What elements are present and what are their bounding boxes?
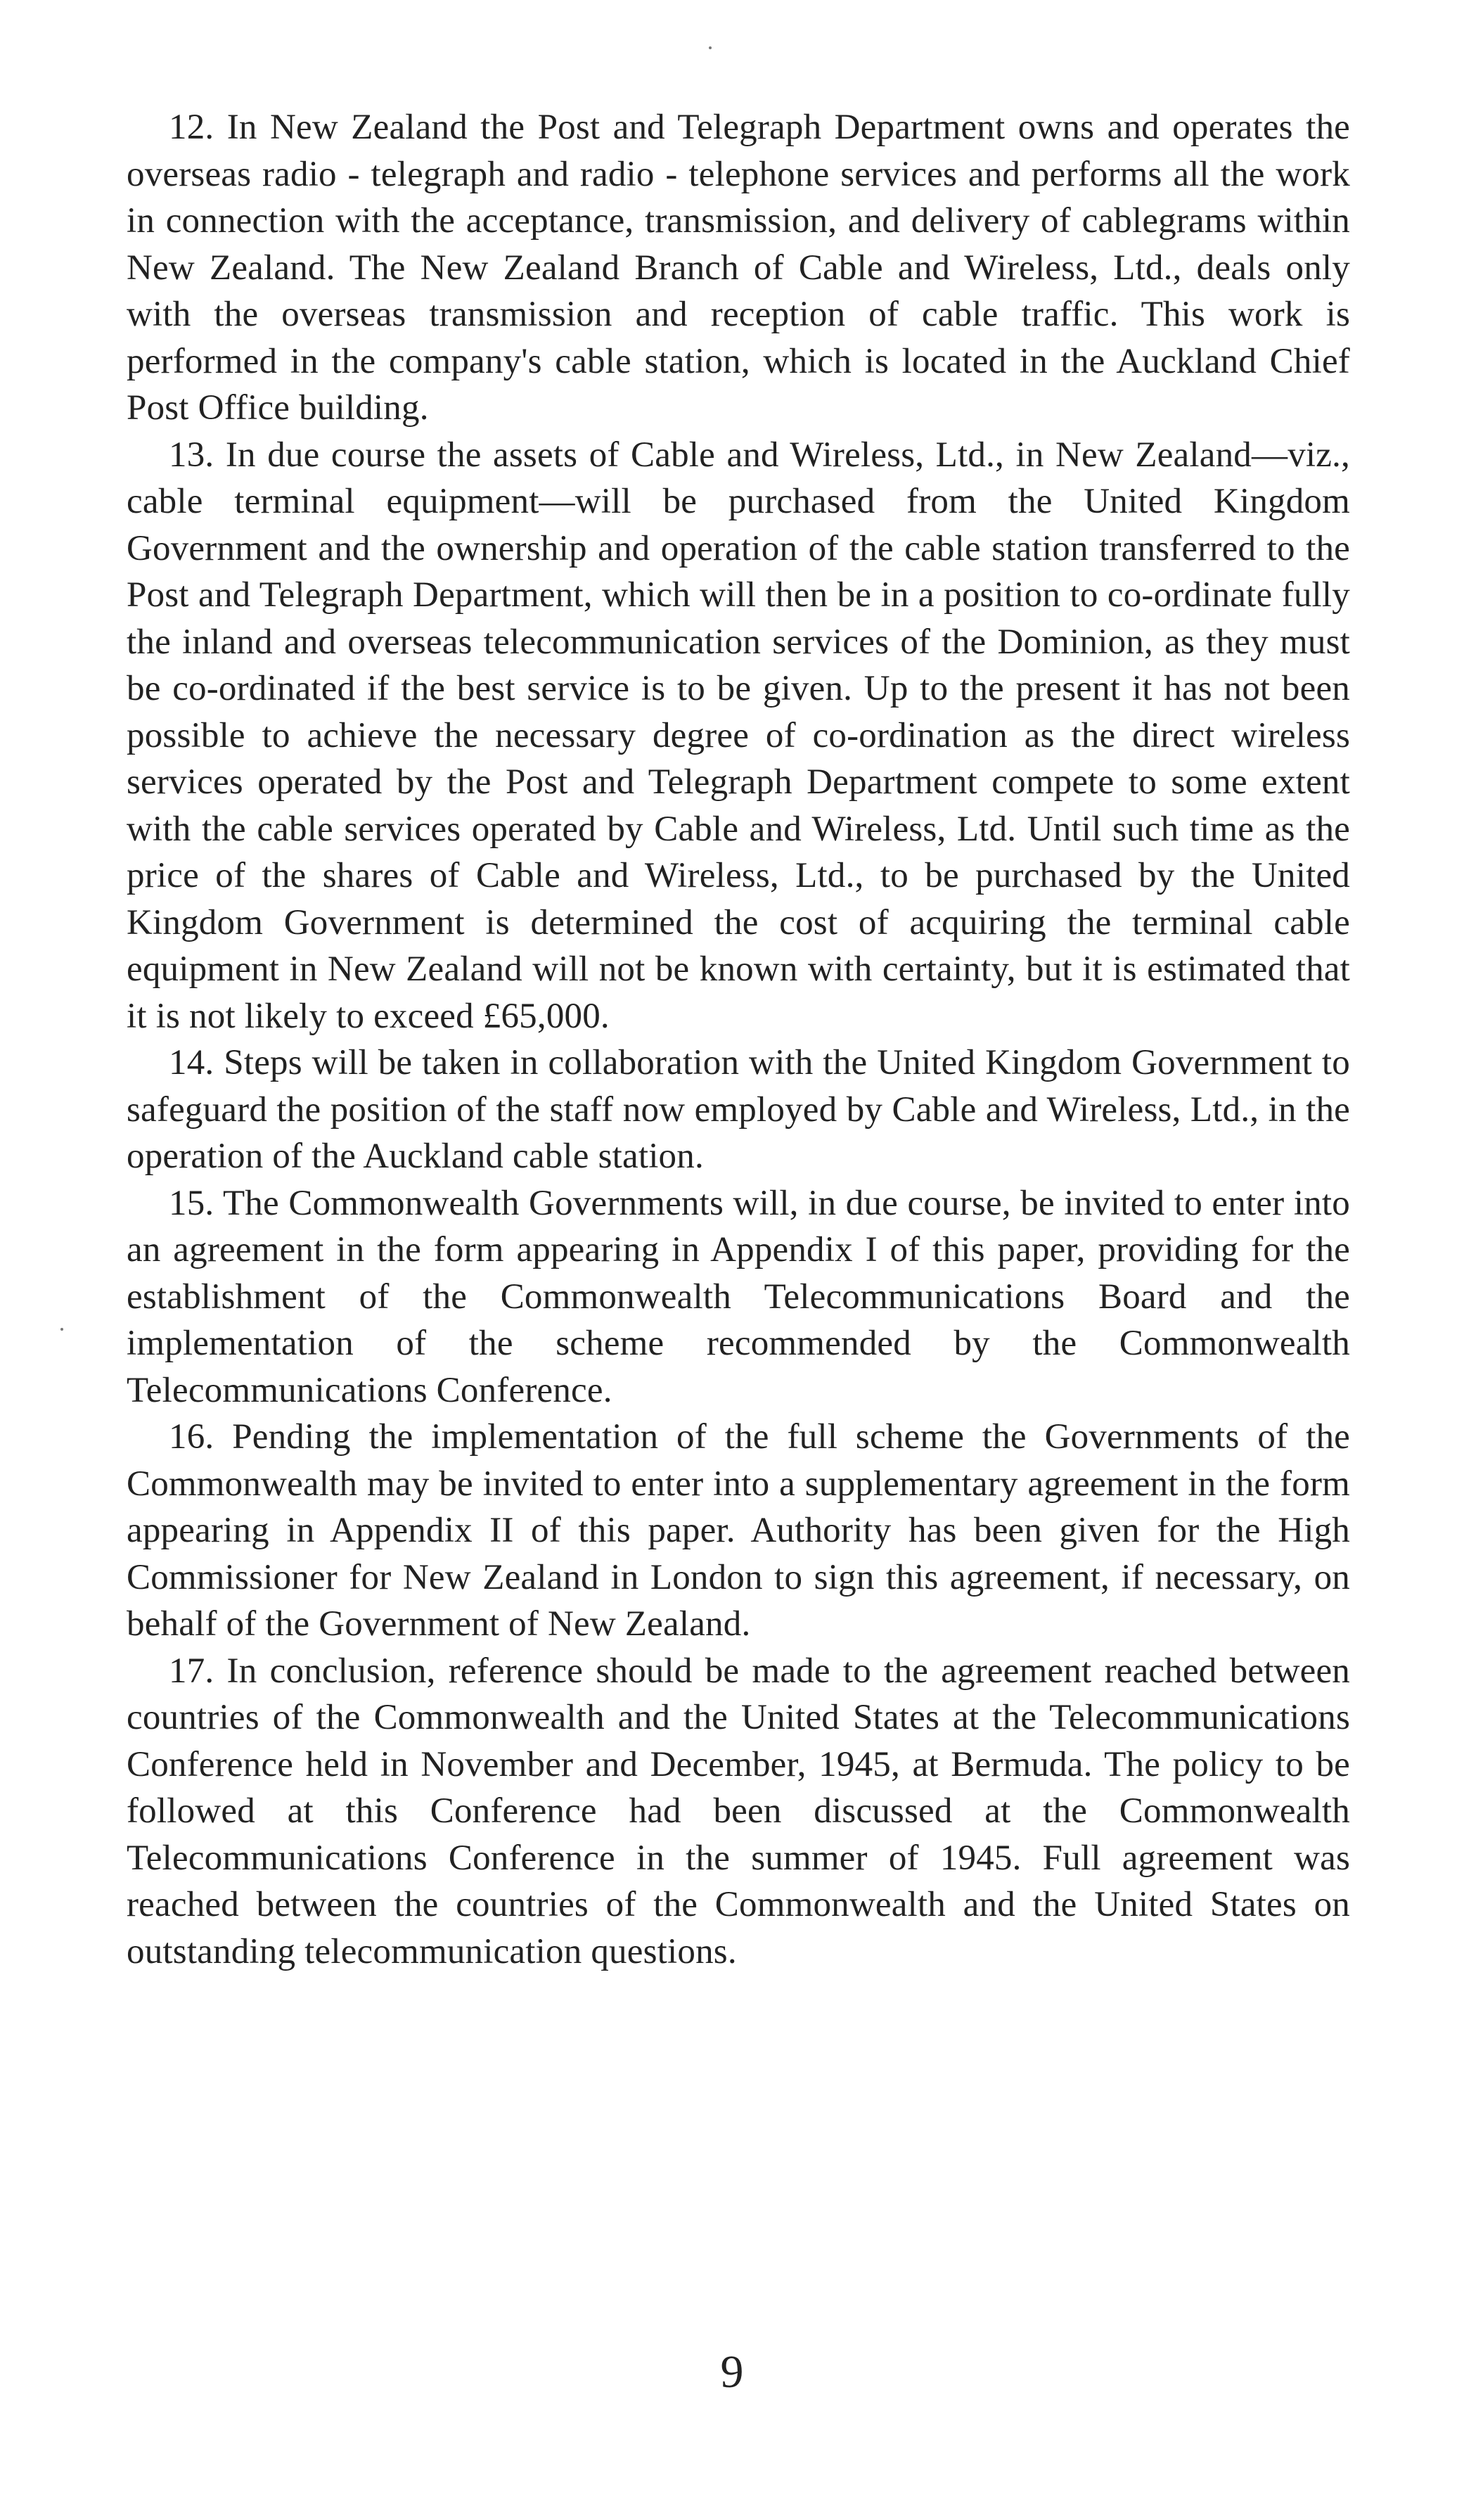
paragraph-text: In conclusion, reference should be made to the agreement reached between countries of the Commonwealth and the United States at the Telecommunications Conference held in November and December, 1945, at Bermuda. The policy to be followed at this Conference had been discussed at the Commonwealth Telecommunications Conference in the summer of 1945. Full agreement was reached between the countries of the Commonwealth and the United States on outstanding telecommunication questions. — [127, 1651, 1350, 1971]
paragraph-text: Pending the implementation of the full scheme the Governments of the Commonwealth may be invited to enter into a supplementary agreement in the form appearing in Appendix II of this paper. Authority has been given for the High Commissioner for New Zealand in London to sign this agreement, if necessary, on behalf of the Government of New Zealand. — [127, 1417, 1350, 1644]
paragraph-text: Steps will be taken in collaboration with the United Kingdom Government to safeguard the position of the staff now employed by Cable and Wireless, Ltd., in the operation of the Auckland cable station. — [127, 1043, 1350, 1176]
document-body — [127, 104, 1350, 1975]
paragraph-15 — [127, 1180, 1350, 1414]
paragraph-number: 12. — [169, 108, 214, 147]
paragraph-text: The Commonwealth Governments will, in due course, be invited to enter into an agreement in the form appearing in Appendix I of this paper, providing for the establishment of the Commonwealth Telecommunications Board and the implementation of the scheme recommended by the Commonwealth Telecommunications Conference. — [127, 1183, 1350, 1410]
paragraph-number: 17. — [169, 1651, 214, 1691]
paragraph-17 — [127, 1648, 1350, 1976]
paragraph-text: In due course the assets of Cable and Wireless, Ltd., in New Zealand—viz., cable terminal equipment—will be purchased from the United Kingdom Government and the ownership and operation of the cable station transferred to the Post and Telegraph Department, which will then be in a position to co-ordinate fully the inland and overseas telecommunication services of the Dominion, as they must be co-ordinated if the best service is to be given. Up to the present it has not been possible to achieve the necessary degree of co-ordination as the direct wireless services operated by the Post and Telegraph Department compete to some extent with the cable services operated by Cable and Wireless, Ltd. Until such time as the price of the shares of Cable and Wireless, Ltd., to be purchased by the United Kingdom Government is determined the cost of acquiring the terminal cable equipment in New Zealand will not be known with certainty, but it is estimated that it is not likely to exceed £65,000. — [127, 435, 1351, 1036]
paragraph-number: 13. — [169, 435, 214, 475]
paragraph-number: 14. — [169, 1043, 214, 1082]
paragraph-16 — [127, 1414, 1350, 1648]
scan-speck — [709, 46, 712, 49]
paragraph-number: 15. — [169, 1183, 214, 1223]
scan-speck — [60, 1328, 63, 1331]
paragraph-13 — [127, 432, 1350, 1040]
page-number: 9 — [720, 2346, 744, 2398]
paragraph-number: 16. — [169, 1417, 214, 1457]
paragraph-14 — [127, 1040, 1350, 1180]
paragraph-text: In New Zealand the Post and Telegraph Department owns and operates the overseas radio - telegraph and radio - telephone services and performs all the work in connection with the acceptance, transmission, and delivery of cablegrams within New Zealand. The New Zealand Branch of Cable and Wireless, Ltd., deals only with the overseas transmission and reception of cable traffic. This work is performed in the company's cable station, which is located in the Auckland Chief Post Office building. — [127, 108, 1351, 428]
paragraph-12 — [127, 104, 1350, 432]
